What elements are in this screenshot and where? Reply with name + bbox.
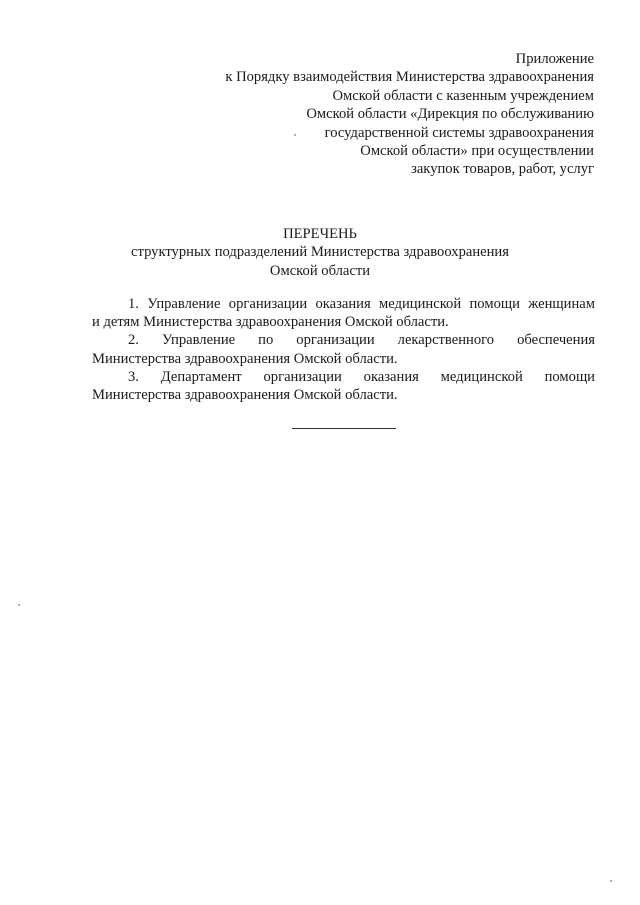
- list-item-line: и детям Министерства здравоохранения Омской области.: [92, 314, 449, 331]
- appendix-line: Приложение: [515, 51, 594, 67]
- list-item-line: 2. Управление по организации лекарственного обеспечения: [128, 332, 595, 349]
- scan-speck: [294, 134, 296, 136]
- appendix-line: закупок товаров, работ, услуг: [411, 161, 594, 178]
- appendix-line: Омской области «Дирекция по обслуживанию: [306, 106, 594, 123]
- list-item-line: Министерства здравоохранения Омской области.: [92, 350, 398, 367]
- title-subtitle-line: структурных подразделений Министерства здравоохранения: [131, 244, 509, 261]
- appendix-header: [164, 50, 594, 179]
- closing-divider: [292, 428, 396, 429]
- scan-speck: [610, 880, 612, 882]
- scan-speck: [18, 604, 20, 606]
- appendix-line: Омской области» при осуществлении: [360, 143, 594, 160]
- list-item-line: 1. Управление организации оказания медицинской помощи женщинам: [128, 296, 595, 312]
- appendix-line: государственной системы здравоохранения: [324, 124, 594, 141]
- document-title: [0, 225, 640, 280]
- appendix-line: к Порядку взаимодействия Министерства здравоохранения: [225, 69, 594, 86]
- list-item-line: 3. Департамент организации оказания медицинской помощи: [128, 368, 595, 385]
- list-item-line: Министерства здравоохранения Омской области.: [92, 387, 398, 404]
- units-list: [92, 295, 595, 404]
- title-subtitle-line: Омской области: [269, 262, 371, 279]
- title-heading: ПЕРЕЧЕНЬ: [283, 226, 357, 242]
- appendix-line: Омской области с казенным учреждением: [332, 87, 594, 104]
